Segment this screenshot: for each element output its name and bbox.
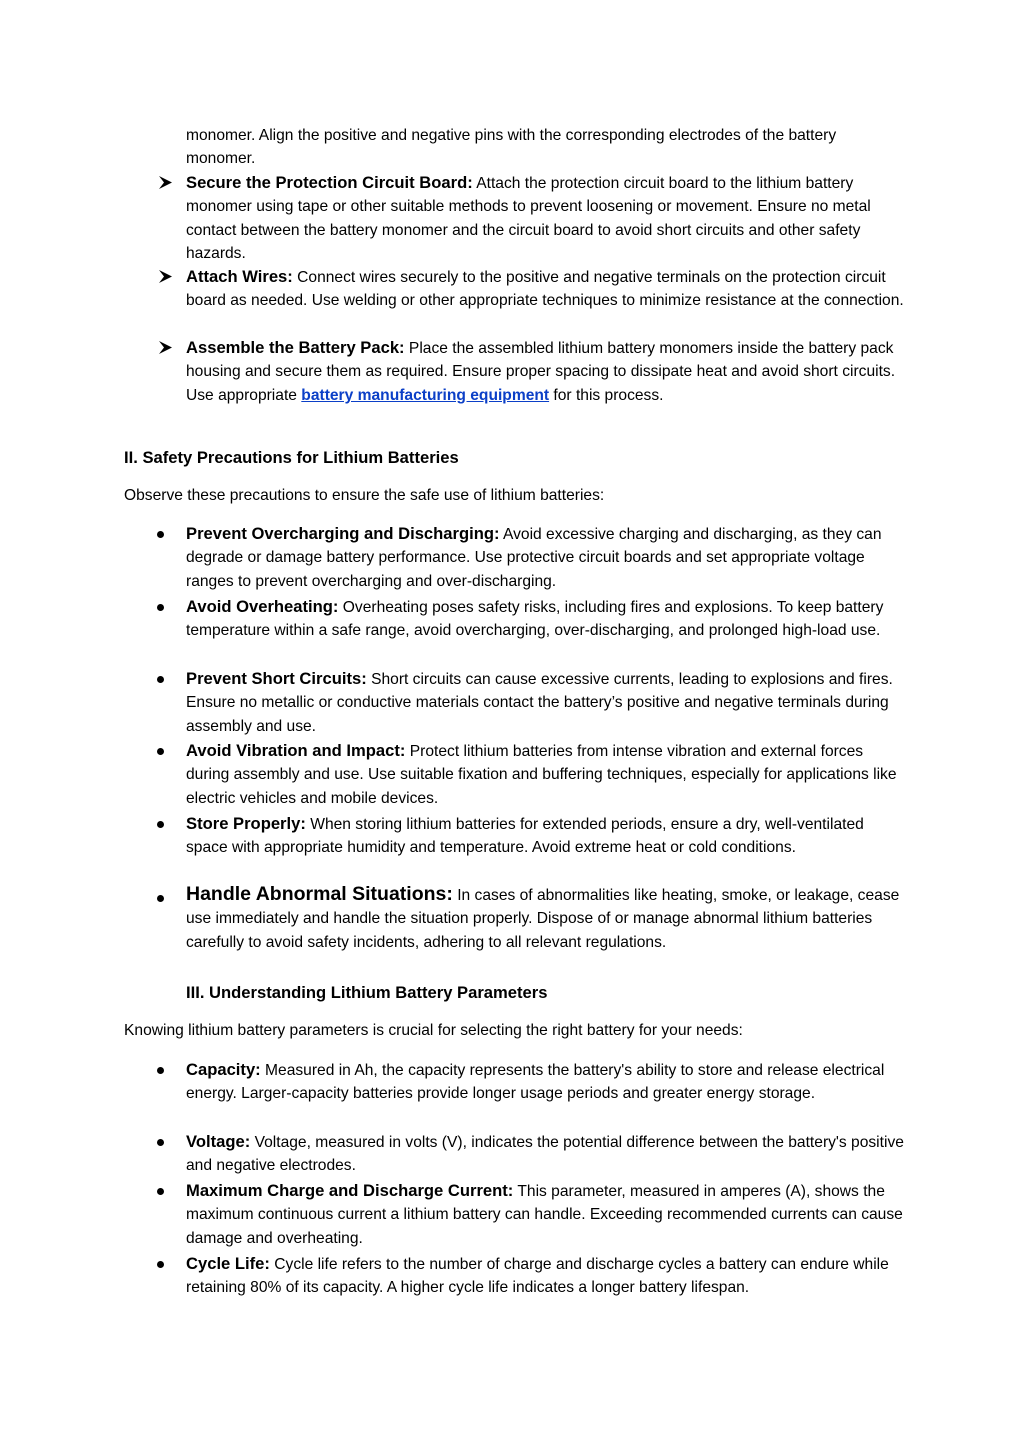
battery-equipment-link[interactable]: battery manufacturing equipment [301,386,550,404]
bullet-icon [157,748,164,755]
step-text: for this process. [549,386,664,404]
arrow-bullet-icon [157,336,175,359]
list-item [124,812,904,860]
bullet-icon [157,1067,164,1074]
bullet-icon [157,531,164,538]
item-text: Measured in Ah, the capacity represents the battery's ability to store and release electrical energy. Larger-capacity batteries provide longer usage periods and greater energy storage. [186,1062,885,1103]
arrow-bullet-icon [157,171,175,194]
item-text: This parameter, measured in amperes (A), shows the maximum continuous current a lithium battery can handle. Exceeding recommended currents can cause damage and overheating. [186,1183,903,1247]
section-heading: III. Understanding Lithium Battery Parameters [186,983,548,1002]
item-label: Voltage: [186,1132,251,1151]
section-intro: Observe these precautions to ensure the safe use of lithium batteries: [124,487,605,504]
continuation-text: monomer. Align the positive and negative pins with the corresponding electrodes of the battery monomer. [186,127,837,168]
step-label: Attach Wires: [186,267,293,286]
item-text: Short circuits can cause excessive currents, leading to explosions and fires. Ensure no metallic or conductive materials contact the battery’s positive and negative terminals during assembly and use. [186,671,893,735]
item-text: When storing lithium batteries for extended periods, ensure a dry, well-ventilated space with appropriate humidity and temperature. Avoid extreme heat or cold conditions. [186,816,864,857]
step-label: Secure the Protection Circuit Board: [186,173,473,192]
step-item [124,336,904,407]
list-item [124,1058,904,1106]
bullet-icon [157,676,164,683]
section-heading: II. Safety Precautions for Lithium Batteries [124,448,459,467]
list-item [124,1130,904,1178]
bullet-icon [157,1261,164,1268]
item-text: Protect lithium batteries from intense vibration and external forces during assembly and use. Use suitable fixation and buffering techniques, especially for applications like electric vehicles and mobile devices. [186,743,897,807]
item-label: Prevent Short Circuits: [186,669,367,688]
bullet-icon [157,1139,164,1146]
step-text: Connect wires securely to the positive and negative terminals on the protection circuit board as needed. Use welding or other appropriate techniques to minimize resistance at the connection. [186,269,904,310]
step-text: Attach the protection circuit board to the lithium battery monomer using tape or other suitable methods to prevent loosening or movement. Ensure no metal contact between the battery monomer and the circuit board to avoid short circuits and other safety hazards. [186,175,871,263]
bullet-icon [157,895,164,902]
item-label: Store Properly: [186,814,306,833]
arrow-bullet-icon [157,265,175,288]
section-intro: Knowing lithium battery parameters is crucial for selecting the right battery for your needs: [124,1022,743,1039]
step-item [124,171,904,266]
list-item [124,667,904,738]
item-label: Handle Abnormal Situations: [186,883,453,905]
step-item [124,265,904,313]
list-item [124,883,904,954]
item-text: Cycle life refers to the number of charge and discharge cycles a battery can endure while retaining 80% of its capacity. A higher cycle life indicates a longer battery lifespan. [186,1256,889,1297]
item-label: Avoid Vibration and Impact: [186,741,406,760]
item-text: Voltage, measured in volts (V), indicates the potential difference between the battery's positive and negative electrodes. [186,1134,904,1175]
bullet-icon [157,604,164,611]
item-label: Cycle Life: [186,1254,270,1273]
list-item [124,522,904,593]
step-text: Place the assembled lithium battery monomers inside the battery pack housing and secure them as required. Ensure proper spacing to dissipate heat and avoid short circuits. Use appropriate [186,340,896,404]
item-text: Overheating poses safety risks, including fires and explosions. To keep battery temperature within a safe range, avoid overcharging, over-discharging, and prolonged high-load use. [186,599,884,640]
item-label: Avoid Overheating: [186,597,339,616]
item-label: Maximum Charge and Discharge Current: [186,1181,514,1200]
item-text: Avoid excessive charging and discharging, as they can degrade or damage battery performance. Use protective circuit boards and set appropriate voltage ranges to prevent overcharging and over-discharging. [186,526,882,590]
list-item [124,595,904,643]
step-label: Assemble the Battery Pack: [186,338,405,357]
bullet-icon [157,821,164,828]
list-item [124,739,904,810]
item-label: Prevent Overcharging and Discharging: [186,524,500,543]
item-text: In cases of abnormalities like heating, smoke, or leakage, cease use immediately and handle the situation properly. Dispose of or manage abnormal lithium batteries carefully to avoid safety incidents, adhering to all relevant regulations. [186,887,900,951]
list-item [124,1179,904,1250]
item-label: Capacity: [186,1060,261,1079]
list-item [124,1252,904,1300]
bullet-icon [157,1188,164,1195]
